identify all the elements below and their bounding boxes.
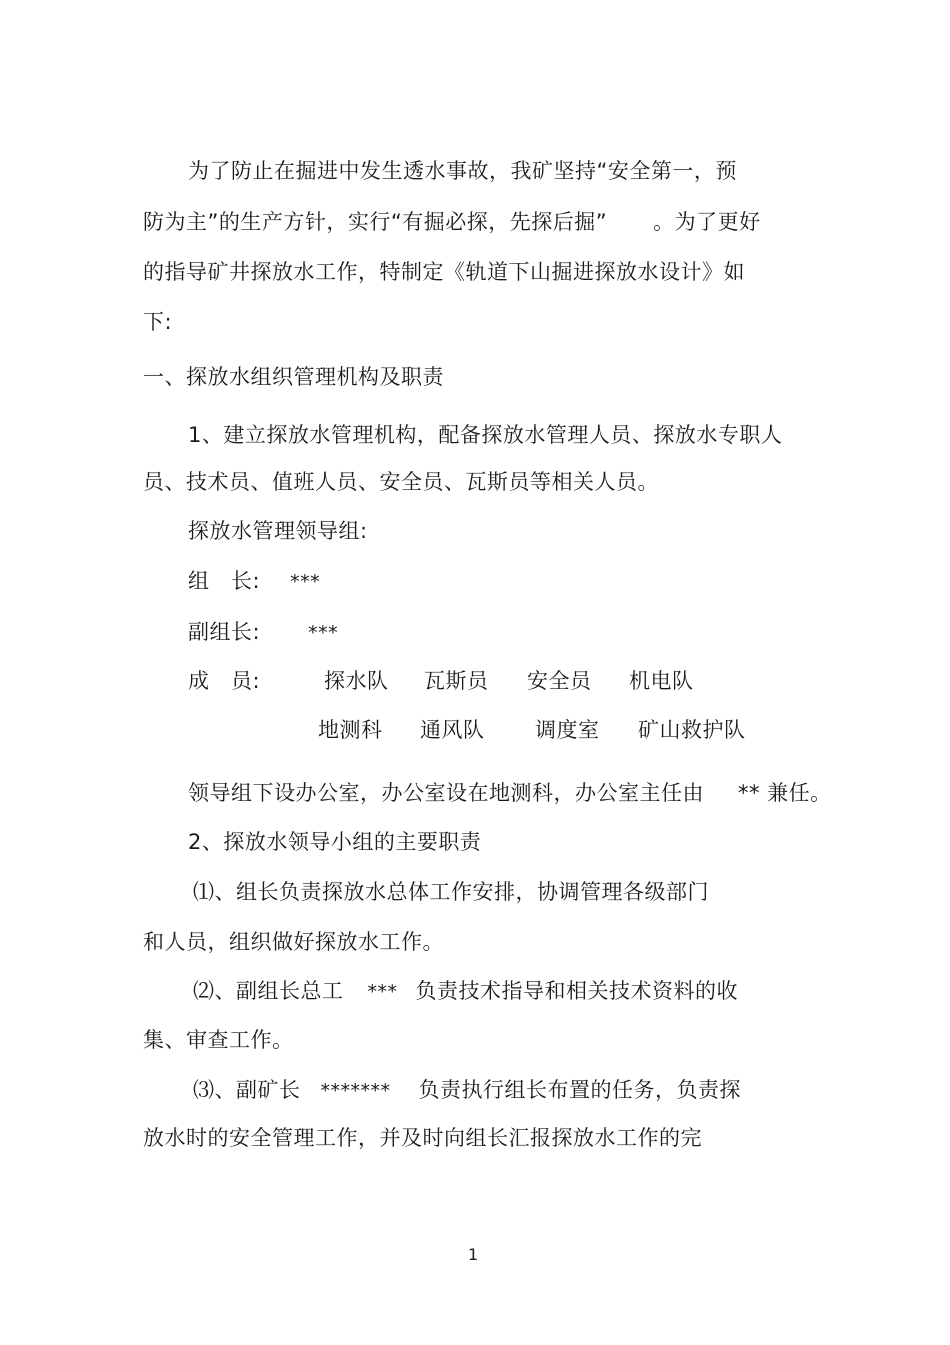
duty3-line-1a: ⑶、副矿长 [193, 1078, 301, 1102]
duty1-line-1: ⑴、组长负责探放水总体工作安排，协调管理各级部门 [193, 880, 709, 904]
members-label: 成 员: [188, 669, 261, 693]
deputy-row [188, 618, 338, 647]
duty2-line-1c: 负责技术指导和相关技术资料的收 [415, 979, 738, 1003]
duty2-line-1a: ⑵、副组长总工 [193, 979, 344, 1003]
intro-line-1: 为了防止在掘进中发生透水事故，我矿坚持“安全第一，预 [188, 159, 737, 183]
page-number: 1 [468, 1245, 479, 1264]
member-item: 探水队 [324, 669, 389, 693]
member-item: 矿山救护队 [638, 718, 746, 742]
item1-line-2: 员、技术员、值班人员、安全员、瓦斯员等相关人员。 [143, 470, 659, 494]
intro-line-4: 下: [143, 310, 173, 334]
intro-line-3: 的指导矿井探放水工作，特制定《轨道下山掘进探放水设计》如 [143, 260, 745, 284]
member-item: 地测科 [318, 718, 383, 742]
item1-line-1: 1、建立探放水管理机构，配备探放水管理人员、探放水专职人 [188, 423, 783, 447]
duty3-line-1b: ******* [320, 1080, 391, 1102]
duty2-line-1 [193, 977, 738, 1006]
office-line [188, 779, 832, 807]
member-item: 瓦斯员 [424, 669, 489, 693]
intro-line-2a: 防为主”的生产方针，实行“有掘必探，先探后掘” [143, 210, 608, 234]
office-line-a: 领导组下设办公室，办公室设在地测科，办公室主任由 [188, 781, 704, 805]
section-heading: 一、探放水组织管理机构及职责 [143, 365, 444, 389]
leader-value: *** [290, 571, 321, 593]
duty2-line-2: 集、审查工作。 [143, 1028, 294, 1052]
member-item: 安全员 [527, 669, 592, 693]
deputy-value: *** [308, 622, 339, 644]
duty2-line-1b: *** [367, 981, 398, 1003]
duty3-line-1c: 负责执行组长布置的任务，负责探 [418, 1078, 741, 1102]
duty1-line-2: 和人员，组织做好探放水工作。 [143, 930, 444, 954]
leader-row [188, 567, 320, 596]
group-title: 探放水管理领导组: [188, 519, 368, 543]
member-item: 通风队 [420, 718, 485, 742]
intro-line-2 [143, 208, 761, 236]
duty3-line-1 [193, 1076, 741, 1105]
item2-title: 2、探放水领导小组的主要职责 [188, 830, 482, 854]
deputy-label: 副组长: [188, 620, 261, 644]
member-item: 机电队 [629, 669, 694, 693]
office-line-b: ** 兼任。 [738, 781, 832, 805]
leader-label: 组 长: [188, 569, 261, 593]
intro-line-2b: 。为了更好 [653, 210, 761, 234]
duty3-line-2: 放水时的安全管理工作，并及时向组长汇报探放水工作的完 [143, 1126, 702, 1150]
member-item: 调度室 [535, 718, 600, 742]
